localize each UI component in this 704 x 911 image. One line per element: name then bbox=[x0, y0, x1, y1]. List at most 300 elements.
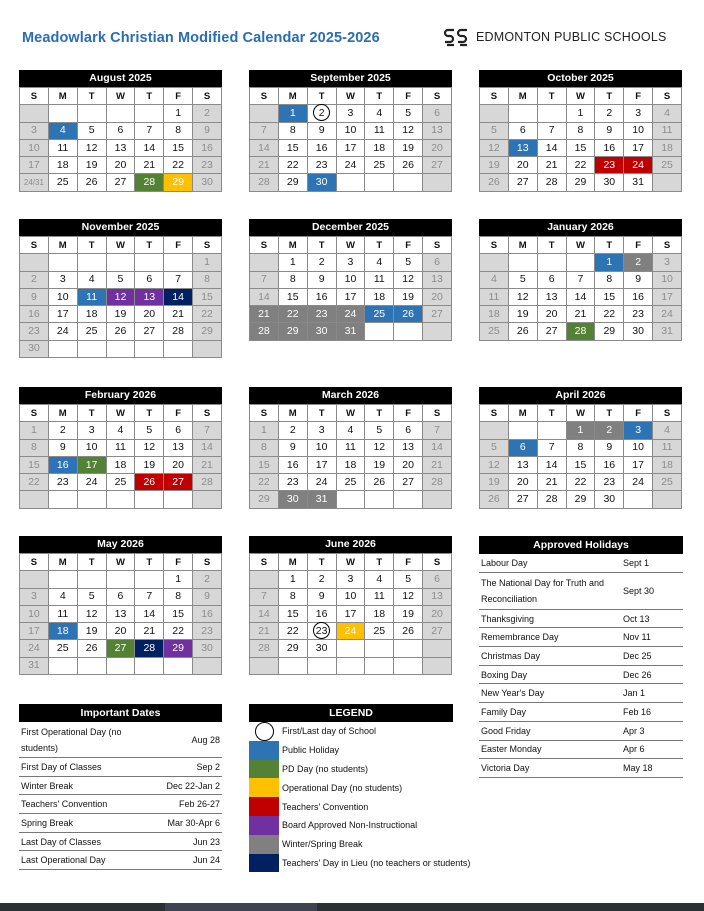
month-title: October 2025 bbox=[479, 70, 682, 87]
day-cell bbox=[164, 657, 193, 674]
month-calendar bbox=[249, 70, 452, 192]
day-cell bbox=[77, 340, 106, 357]
day-cell: 3 bbox=[48, 271, 77, 288]
weekday-header: W bbox=[106, 88, 135, 105]
day-cell: 6 bbox=[394, 422, 423, 439]
holiday-row bbox=[479, 722, 683, 741]
month-title: March 2026 bbox=[249, 387, 452, 404]
day-cell: 26 bbox=[508, 323, 537, 340]
day-cell: 12 bbox=[508, 288, 537, 305]
day-cell: 27 bbox=[508, 174, 537, 191]
day-cell: 3 bbox=[307, 422, 336, 439]
day-cell: 29 bbox=[566, 491, 595, 508]
day-cell: 17 bbox=[336, 288, 365, 305]
day-cell: 7 bbox=[135, 122, 164, 139]
day-cell: 27 bbox=[394, 474, 423, 491]
day-cell: 27 bbox=[508, 491, 537, 508]
day-cell: 11 bbox=[48, 139, 77, 156]
day-cell: 20 bbox=[423, 139, 452, 156]
day-cell: 26 bbox=[77, 640, 106, 657]
day-cell: 9 bbox=[278, 439, 307, 456]
day-cell: 19 bbox=[480, 157, 509, 174]
day-cell: 4 bbox=[365, 254, 394, 271]
day-cell: 2 bbox=[278, 422, 307, 439]
legend-item bbox=[249, 778, 481, 797]
holiday-date: Sept 1 bbox=[623, 557, 650, 568]
day-cell: 19 bbox=[77, 157, 106, 174]
day-cell: 20 bbox=[423, 605, 452, 622]
day-cell: 2 bbox=[307, 254, 336, 271]
holiday-row bbox=[479, 628, 683, 647]
page-title: Meadowlark Christian Modified Calendar 2025-2026 bbox=[22, 30, 380, 46]
weekday-header: T bbox=[135, 405, 164, 422]
day-cell bbox=[250, 571, 279, 588]
day-cell: 13 bbox=[394, 439, 423, 456]
day-cell: 26 bbox=[77, 174, 106, 191]
eps-logo-icon bbox=[443, 27, 469, 47]
day-cell bbox=[423, 323, 452, 340]
important-dates-panel bbox=[19, 704, 222, 870]
day-cell: 24 bbox=[48, 323, 77, 340]
day-cell: 5 bbox=[394, 254, 423, 271]
holiday-date: Sept 30 bbox=[623, 585, 655, 596]
day-cell: 16 bbox=[624, 288, 653, 305]
weekday-header: T bbox=[365, 237, 394, 254]
month-calendar bbox=[249, 387, 452, 509]
day-cell: 19 bbox=[365, 456, 394, 473]
day-cell: 22 bbox=[164, 623, 193, 640]
day-cell bbox=[164, 491, 193, 508]
day-cell: 7 bbox=[537, 122, 566, 139]
day-cell: 28 bbox=[537, 174, 566, 191]
legend-item bbox=[249, 760, 481, 779]
weekday-header: M bbox=[48, 237, 77, 254]
day-cell: 21 bbox=[135, 157, 164, 174]
footer-bar bbox=[0, 903, 704, 911]
month-title: September 2025 bbox=[249, 70, 452, 87]
day-cell: 13 bbox=[164, 439, 193, 456]
day-cell bbox=[365, 640, 394, 657]
day-cell bbox=[508, 422, 537, 439]
weekday-header: F bbox=[624, 88, 653, 105]
day-cell bbox=[394, 657, 423, 674]
day-cell: 28 bbox=[135, 640, 164, 657]
weekday-header: T bbox=[77, 554, 106, 571]
day-cell: 22 bbox=[193, 306, 222, 323]
weekday-header: T bbox=[537, 88, 566, 105]
day-cell bbox=[77, 105, 106, 122]
day-cell: 15 bbox=[595, 288, 624, 305]
day-cell: 7 bbox=[164, 271, 193, 288]
legend-swatch bbox=[249, 778, 279, 797]
day-cell: 6 bbox=[537, 271, 566, 288]
legend-item bbox=[249, 797, 481, 816]
day-cell: 9 bbox=[595, 122, 624, 139]
day-cell: 9 bbox=[20, 288, 49, 305]
day-cell: 30 bbox=[595, 491, 624, 508]
day-cell: 16 bbox=[193, 139, 222, 156]
day-cell: 5 bbox=[106, 271, 135, 288]
day-cell bbox=[394, 323, 423, 340]
day-cell: 7 bbox=[537, 439, 566, 456]
weekday-header: F bbox=[394, 554, 423, 571]
day-cell: 13 bbox=[423, 271, 452, 288]
day-cell: 3 bbox=[624, 422, 653, 439]
important-date-value: Jun 24 bbox=[192, 855, 220, 866]
holiday-name: Christmas Day bbox=[481, 650, 541, 661]
day-cell: 14 bbox=[250, 605, 279, 622]
weekday-header: S bbox=[250, 88, 279, 105]
day-cell: 7 bbox=[135, 588, 164, 605]
day-cell: 23 bbox=[20, 323, 49, 340]
day-cell: 13 bbox=[508, 139, 537, 156]
day-cell: 30 bbox=[307, 640, 336, 657]
weekday-header: W bbox=[566, 405, 595, 422]
day-cell: 11 bbox=[48, 605, 77, 622]
day-cell: 21 bbox=[566, 306, 595, 323]
day-cell: 3 bbox=[20, 122, 49, 139]
day-cell: 15 bbox=[164, 605, 193, 622]
day-cell: 12 bbox=[480, 456, 509, 473]
day-cell: 10 bbox=[336, 122, 365, 139]
day-cell: 14 bbox=[537, 139, 566, 156]
day-cell: 8 bbox=[278, 271, 307, 288]
day-cell: 7 bbox=[566, 271, 595, 288]
day-cell: 2 bbox=[595, 105, 624, 122]
day-cell: 13 bbox=[537, 288, 566, 305]
weekday-header: M bbox=[278, 237, 307, 254]
legend-label: PD Day (no students) bbox=[282, 763, 369, 774]
day-cell: 20 bbox=[135, 306, 164, 323]
weekday-header: W bbox=[336, 88, 365, 105]
day-cell: 22 bbox=[278, 306, 307, 323]
weekday-header: F bbox=[624, 237, 653, 254]
day-cell bbox=[77, 491, 106, 508]
legend-swatch bbox=[249, 741, 279, 760]
weekday-header: S bbox=[20, 237, 49, 254]
day-cell: 19 bbox=[135, 456, 164, 473]
legend-item bbox=[249, 835, 481, 854]
day-cell: 27 bbox=[537, 323, 566, 340]
day-cell bbox=[106, 491, 135, 508]
day-cell: 17 bbox=[624, 456, 653, 473]
day-cell: 29 bbox=[250, 491, 279, 508]
month-title: May 2026 bbox=[19, 536, 222, 553]
day-cell bbox=[250, 254, 279, 271]
month-calendar bbox=[249, 536, 452, 675]
day-cell: 26 bbox=[135, 474, 164, 491]
weekday-header: T bbox=[135, 554, 164, 571]
important-date-row bbox=[19, 758, 222, 777]
day-cell: 7 bbox=[250, 271, 279, 288]
day-cell: 4 bbox=[653, 422, 682, 439]
district-logo bbox=[443, 27, 667, 47]
weekday-header: F bbox=[164, 554, 193, 571]
weekday-header: S bbox=[423, 554, 452, 571]
day-cell bbox=[307, 657, 336, 674]
day-cell bbox=[423, 657, 452, 674]
legend-panel bbox=[249, 704, 481, 872]
month-grid bbox=[249, 404, 452, 509]
day-cell: 11 bbox=[106, 439, 135, 456]
day-cell: 4 bbox=[480, 271, 509, 288]
day-cell: 7 bbox=[250, 588, 279, 605]
day-cell bbox=[278, 657, 307, 674]
day-cell: 22 bbox=[595, 306, 624, 323]
day-cell: 24 bbox=[336, 306, 365, 323]
day-cell: 25 bbox=[365, 623, 394, 640]
legend-swatch bbox=[249, 760, 279, 779]
day-cell: 8 bbox=[250, 439, 279, 456]
day-cell: 2 bbox=[193, 105, 222, 122]
holiday-row bbox=[479, 554, 683, 573]
important-date-name: First Day of Classes bbox=[21, 761, 102, 772]
weekday-header: M bbox=[508, 405, 537, 422]
day-cell: 13 bbox=[423, 588, 452, 605]
day-cell: 26 bbox=[480, 491, 509, 508]
district-name: EDMONTON PUBLIC SCHOOLS bbox=[476, 30, 667, 44]
day-cell: 13 bbox=[106, 605, 135, 622]
weekday-header: S bbox=[193, 88, 222, 105]
day-cell: 25 bbox=[77, 323, 106, 340]
day-cell: 17 bbox=[20, 623, 49, 640]
day-cell: 6 bbox=[423, 105, 452, 122]
day-cell: 27 bbox=[423, 306, 452, 323]
day-cell bbox=[193, 340, 222, 357]
day-cell: 20 bbox=[508, 157, 537, 174]
day-cell: 21 bbox=[250, 306, 279, 323]
day-cell: 17 bbox=[77, 456, 106, 473]
day-cell: 25 bbox=[106, 474, 135, 491]
day-cell bbox=[106, 254, 135, 271]
weekday-header: F bbox=[624, 405, 653, 422]
day-cell bbox=[336, 491, 365, 508]
day-cell: 21 bbox=[164, 306, 193, 323]
month-title: June 2026 bbox=[249, 536, 452, 553]
month-grid bbox=[19, 236, 222, 358]
day-cell: 12 bbox=[365, 439, 394, 456]
day-cell: 9 bbox=[307, 122, 336, 139]
weekday-header: T bbox=[307, 554, 336, 571]
holiday-name: New Year's Day bbox=[481, 688, 545, 699]
day-cell: 23 bbox=[307, 157, 336, 174]
day-cell: 18 bbox=[106, 456, 135, 473]
day-cell: 22 bbox=[164, 157, 193, 174]
day-cell: 30 bbox=[193, 640, 222, 657]
day-cell bbox=[106, 340, 135, 357]
day-cell bbox=[48, 254, 77, 271]
weekday-header: S bbox=[653, 237, 682, 254]
day-cell: 5 bbox=[135, 422, 164, 439]
important-date-name: Last Day of Classes bbox=[21, 836, 102, 847]
day-cell bbox=[164, 340, 193, 357]
day-cell: 22 bbox=[566, 474, 595, 491]
legend-item bbox=[249, 854, 481, 873]
day-cell: 17 bbox=[624, 139, 653, 156]
day-cell: 25 bbox=[653, 157, 682, 174]
day-cell: 20 bbox=[164, 456, 193, 473]
day-cell: 21 bbox=[250, 157, 279, 174]
day-cell: 1 bbox=[595, 254, 624, 271]
holiday-name: The National Day for Truth and Reconciliation bbox=[481, 577, 605, 604]
day-cell bbox=[365, 323, 394, 340]
approved-holidays-title: Approved Holidays bbox=[479, 536, 683, 554]
holiday-row bbox=[479, 759, 683, 778]
day-cell: 26 bbox=[480, 174, 509, 191]
day-cell: 16 bbox=[307, 605, 336, 622]
day-cell bbox=[250, 105, 279, 122]
day-cell: 19 bbox=[77, 623, 106, 640]
day-cell: 1 bbox=[164, 105, 193, 122]
approved-holidays-panel bbox=[479, 536, 683, 778]
month-calendar bbox=[19, 387, 222, 509]
important-date-value: Sep 2 bbox=[196, 761, 220, 772]
day-cell: 22 bbox=[278, 623, 307, 640]
day-cell: 4 bbox=[336, 422, 365, 439]
day-cell: 30 bbox=[307, 323, 336, 340]
month-title: January 2026 bbox=[479, 219, 682, 236]
month-title: February 2026 bbox=[19, 387, 222, 404]
month-title: August 2025 bbox=[19, 70, 222, 87]
day-cell bbox=[48, 657, 77, 674]
day-cell: 3 bbox=[77, 422, 106, 439]
day-cell: 19 bbox=[106, 306, 135, 323]
day-cell: 9 bbox=[193, 588, 222, 605]
day-cell: 2 bbox=[307, 105, 336, 122]
holiday-row bbox=[479, 573, 683, 610]
day-cell: 6 bbox=[106, 588, 135, 605]
day-cell bbox=[48, 340, 77, 357]
day-cell: 14 bbox=[135, 605, 164, 622]
weekday-header: T bbox=[77, 88, 106, 105]
weekday-header: W bbox=[336, 405, 365, 422]
day-cell: 1 bbox=[278, 571, 307, 588]
day-cell: 10 bbox=[77, 439, 106, 456]
weekday-header: W bbox=[336, 237, 365, 254]
day-cell bbox=[365, 657, 394, 674]
holiday-name: Labour Day bbox=[481, 557, 528, 568]
day-cell: 20 bbox=[537, 306, 566, 323]
day-cell bbox=[394, 640, 423, 657]
day-cell: 28 bbox=[193, 474, 222, 491]
day-cell: 5 bbox=[77, 122, 106, 139]
weekday-header: F bbox=[164, 405, 193, 422]
important-date-name: Spring Break bbox=[21, 817, 74, 828]
legend-item bbox=[249, 741, 481, 760]
day-cell: 24 bbox=[336, 157, 365, 174]
day-cell: 2 bbox=[193, 571, 222, 588]
day-cell: 18 bbox=[48, 157, 77, 174]
day-cell bbox=[135, 491, 164, 508]
holiday-row bbox=[479, 684, 683, 703]
weekday-header: T bbox=[537, 237, 566, 254]
weekday-header: W bbox=[566, 237, 595, 254]
day-cell: 1 bbox=[193, 254, 222, 271]
day-cell: 6 bbox=[164, 422, 193, 439]
holiday-date: Oct 13 bbox=[623, 613, 650, 624]
day-cell: 10 bbox=[336, 588, 365, 605]
weekday-header: T bbox=[307, 88, 336, 105]
day-cell bbox=[135, 105, 164, 122]
day-cell: 21 bbox=[135, 623, 164, 640]
legend-label: Teachers' Day in Lieu (no teachers or students) bbox=[282, 857, 471, 868]
day-cell: 14 bbox=[250, 288, 279, 305]
holiday-name: Victoria Day bbox=[481, 763, 530, 774]
day-cell: 23 bbox=[278, 474, 307, 491]
day-cell bbox=[48, 105, 77, 122]
holiday-date: Dec 25 bbox=[623, 650, 652, 661]
weekday-header: T bbox=[135, 237, 164, 254]
day-cell: 31 bbox=[20, 657, 49, 674]
day-cell bbox=[77, 657, 106, 674]
weekday-header: T bbox=[365, 554, 394, 571]
day-cell: 24 bbox=[20, 640, 49, 657]
day-cell: 1 bbox=[566, 422, 595, 439]
day-cell: 9 bbox=[307, 588, 336, 605]
day-cell bbox=[624, 491, 653, 508]
holiday-name: Easter Monday bbox=[481, 744, 542, 755]
day-cell: 18 bbox=[365, 139, 394, 156]
day-cell: 6 bbox=[135, 271, 164, 288]
month-grid bbox=[249, 236, 452, 341]
day-cell bbox=[365, 174, 394, 191]
month-grid bbox=[19, 553, 222, 675]
legend-swatch bbox=[249, 797, 279, 816]
day-cell bbox=[20, 254, 49, 271]
day-cell bbox=[336, 657, 365, 674]
month-title: December 2025 bbox=[249, 219, 452, 236]
day-cell: 28 bbox=[250, 174, 279, 191]
day-cell: 30 bbox=[278, 491, 307, 508]
legend-swatch bbox=[249, 835, 279, 854]
weekday-header: F bbox=[394, 405, 423, 422]
important-date-row bbox=[19, 722, 222, 758]
legend-swatch bbox=[249, 854, 279, 873]
day-cell: 15 bbox=[278, 288, 307, 305]
day-cell: 20 bbox=[423, 288, 452, 305]
day-cell: 12 bbox=[135, 439, 164, 456]
day-cell: 26 bbox=[394, 306, 423, 323]
weekday-header: S bbox=[653, 88, 682, 105]
day-cell: 30 bbox=[193, 174, 222, 191]
weekday-header: T bbox=[77, 405, 106, 422]
day-cell bbox=[423, 174, 452, 191]
day-cell: 11 bbox=[480, 288, 509, 305]
day-cell: 14 bbox=[135, 139, 164, 156]
weekday-header: T bbox=[365, 405, 394, 422]
day-cell: 20 bbox=[106, 623, 135, 640]
day-cell bbox=[135, 340, 164, 357]
weekday-header: T bbox=[595, 237, 624, 254]
legend-label: Public Holiday bbox=[282, 745, 340, 756]
important-date-row bbox=[19, 795, 222, 814]
day-cell: 5 bbox=[394, 105, 423, 122]
day-cell: 28 bbox=[537, 491, 566, 508]
day-cell: 21 bbox=[537, 474, 566, 491]
day-cell bbox=[480, 254, 509, 271]
holiday-row bbox=[479, 666, 683, 685]
important-dates-title: Important Dates bbox=[19, 704, 222, 722]
day-cell: 24 bbox=[653, 306, 682, 323]
day-cell: 12 bbox=[394, 122, 423, 139]
day-cell bbox=[653, 174, 682, 191]
important-date-name: Last Operational Day bbox=[21, 855, 106, 866]
important-date-row bbox=[19, 833, 222, 852]
day-cell: 16 bbox=[595, 139, 624, 156]
day-cell: 8 bbox=[595, 271, 624, 288]
day-cell: 3 bbox=[624, 105, 653, 122]
day-cell: 4 bbox=[77, 271, 106, 288]
